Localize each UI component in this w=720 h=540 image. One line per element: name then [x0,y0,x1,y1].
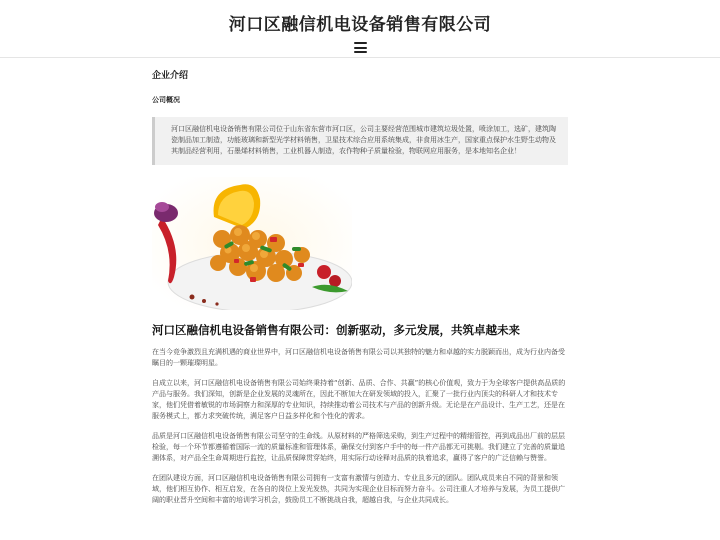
menu-bar-line [354,42,367,44]
menu-bar-line [354,51,367,53]
company-intro-quote: 河口区融信机电设备销售有限公司位于山东省东营市河口区，公司主要经营范围城市建筑垃圾处置，喷涂加工，选矿，建筑陶瓷制品加工制造，功能玻璃和新型光学材料销售，卫星技术综合应用系统集成，非食用冰生产，国家重点保护水生野生动物及其制品经营利用，石墨烯材料销售，工业机器人制造，农作物种子质量检验，物联网应用服务，是本地知名企业！ [152,117,568,165]
menu-bar-line [354,47,367,49]
main-content [152,58,568,506]
hamburger-menu-icon[interactable] [354,42,367,53]
company-overview-title: 公司概况 [152,96,180,104]
food-dish-image [152,177,352,310]
article-paragraph: 在当今竞争激烈且充满机遇的商业世界中，河口区融信机电设备销售有限公司以其独特的魅力和卓越的实力脱颖而出，成为行业内备受瞩目的一颗璀璨明星。 [152,348,565,367]
product-photo [152,177,352,310]
section-title: 企业介绍 [152,71,189,81]
article-paragraph: 自成立以来，河口区融信机电设备销售有限公司始终秉持着“创新、品质、合作、共赢”的核心价值观，致力于为全球客户提供高品质的产品与服务。我们深知，创新是企业发展的灵魂所在，因此不断加大在研发领域的投入，汇聚了一批行业内顶尖的科研人才和技术专家，他们凭借着敏锐的市场洞察力和深厚的专业知识，持续推动着公司技术与产品的创新升级。无论是在产品设计、生产工艺，还是在服务模式上，都力求突破传统，满足客户日益多样化和个性化的需求。 [152,379,566,420]
article-paragraph: 在团队建设方面，河口区融信机电设备销售有限公司拥有一支富有激情与创造力、专业且多元的团队。团队成员来自不同的背景和领域，他们相互协作、相互启发，在各自的岗位上发光发热，共同为实现企业目标而努力奋斗。公司注重人才培养与发展，为员工提供广阔的职业晋升空间和丰富的培训学习机会，鼓励员工不断挑战自我，超越自我，与企业共同成长。 [152,474,565,504]
site-header [0,0,720,58]
article-paragraph: 品质是河口区融信机电设备销售有限公司坚守的生命线。从原材料的严格筛选采购，到生产过程中的精细管控，再到成品出厂前的层层检验，每一个环节都遵循着国际一流的质量标准和管理体系，确保交付到客户手中的每一件产品都无可挑剔。我们建立了完善的质量追溯体系，对产品全生命周期进行监控，让品质保障贯穿始终，用实际行动诠释对品质的执着追求，赢得了客户的广泛信赖与赞誉。 [152,432,565,462]
article-title: 河口区融信机电设备销售有限公司：创新驱动，多元发展，共筑卓越未来 [152,323,520,337]
site-title[interactable]: 河口区融信机电设备销售有限公司 [228,15,492,35]
